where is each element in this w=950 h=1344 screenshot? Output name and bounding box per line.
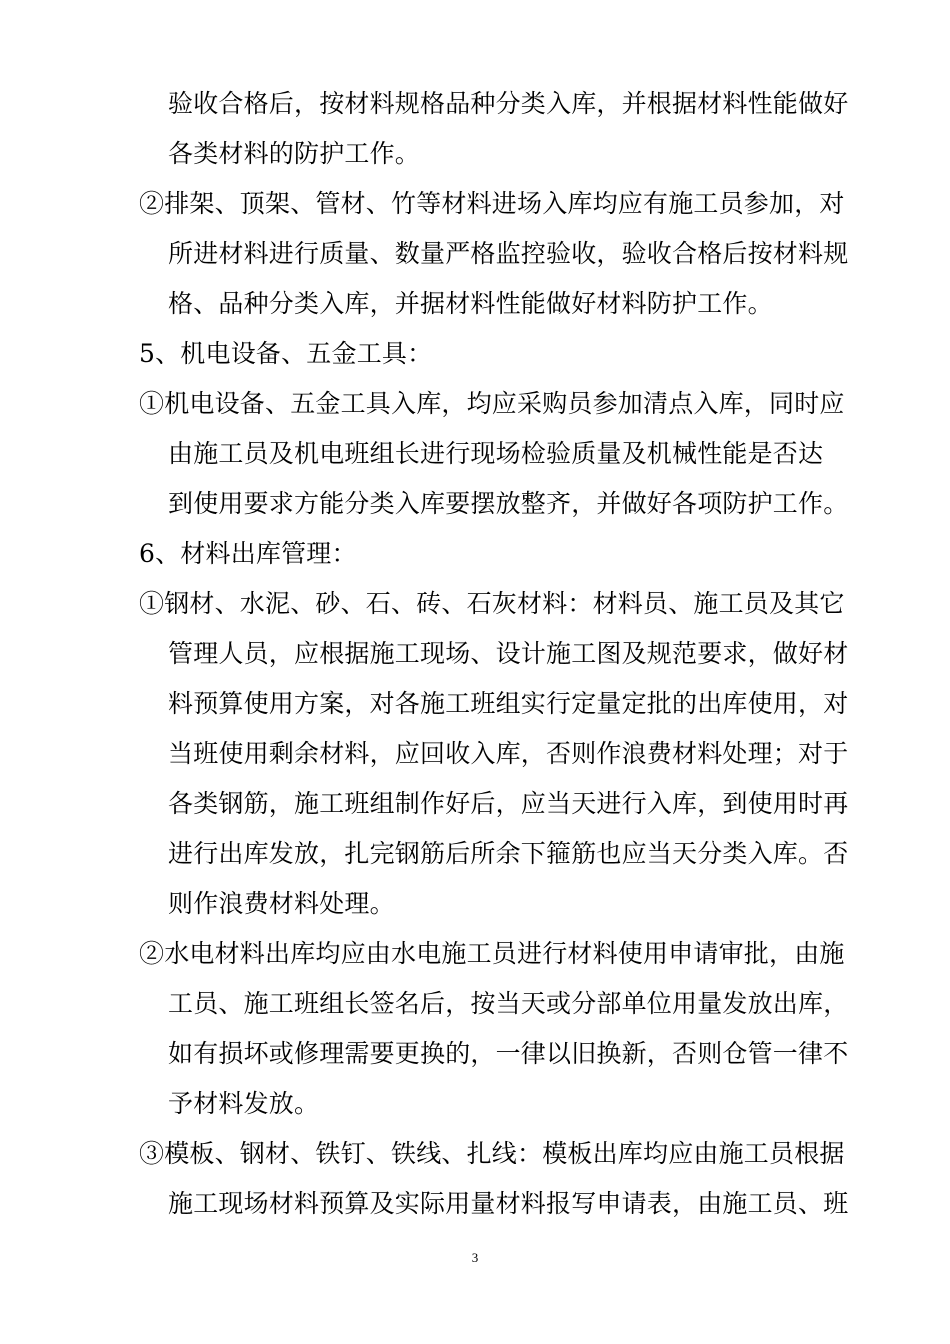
text-line: 格、品种分类入库，并据材料性能做好材料防护工作。 bbox=[168, 289, 773, 318]
text-line: 料预算使用方案，对各施工班组实行定量定批的出库使用，对 bbox=[168, 689, 849, 718]
text-line: ③模板、钢材、铁钉、铁线、扎线：模板出库均应由施工员根据 bbox=[139, 1139, 845, 1168]
text-line: 施工现场材料预算及实际用量材料报写申请表，由施工员、班 bbox=[168, 1189, 849, 1218]
text-line: 验收合格后，按材料规格品种分类入库，并根据材料性能做好 bbox=[168, 89, 849, 118]
page-number: 3 bbox=[471, 1250, 479, 1265]
text-line: 各类钢筋，施工班组制作好后，应当天进行入库，到使用时再 bbox=[168, 789, 849, 818]
text-line: 管理人员，应根据施工现场、设计施工图及规范要求，做好材 bbox=[168, 639, 849, 668]
text-line: 由施工员及机电班组长进行现场检验质量及机械性能是否达 bbox=[168, 439, 824, 468]
text-line: 予材料发放。 bbox=[168, 1089, 320, 1118]
text-line: 则作浪费材料处理。 bbox=[168, 889, 395, 918]
text-line: ①机电设备、五金工具入库，均应采购员参加清点入库，同时应 bbox=[139, 389, 845, 418]
section-heading: 6、材料出库管理： bbox=[139, 539, 357, 568]
text-line: 工员、施工班组长签名后，按当天或分部单位用量发放出库， bbox=[168, 989, 849, 1018]
text-line: ②水电材料出库均应由水电施工员进行材料使用申请审批，由施 bbox=[139, 939, 845, 968]
text-line: 当班使用剩余材料，应回收入库，否则作浪费材料处理；对于 bbox=[168, 739, 849, 768]
text-line: 进行出库发放，扎完钢筋后所余下箍筋也应当天分类入库。否 bbox=[168, 839, 849, 868]
text-line: 到使用要求方能分类入库要摆放整齐，并做好各项防护工作。 bbox=[168, 489, 849, 518]
text-line: 如有损坏或修理需要更换的，一律以旧换新，否则仓管一律不 bbox=[168, 1039, 849, 1068]
text-line: ②排架、顶架、管材、竹等材料进场入库均应有施工员参加，对 bbox=[139, 189, 845, 218]
section-heading: 5、机电设备、五金工具： bbox=[139, 339, 433, 368]
text-line: ①钢材、水泥、砂、石、砖、石灰材料：材料员、施工员及其它 bbox=[139, 589, 845, 618]
text-line: 所进材料进行质量、数量严格监控验收，验收合格后按材料规 bbox=[168, 239, 849, 268]
text-line: 各类材料的防护工作。 bbox=[168, 139, 421, 168]
